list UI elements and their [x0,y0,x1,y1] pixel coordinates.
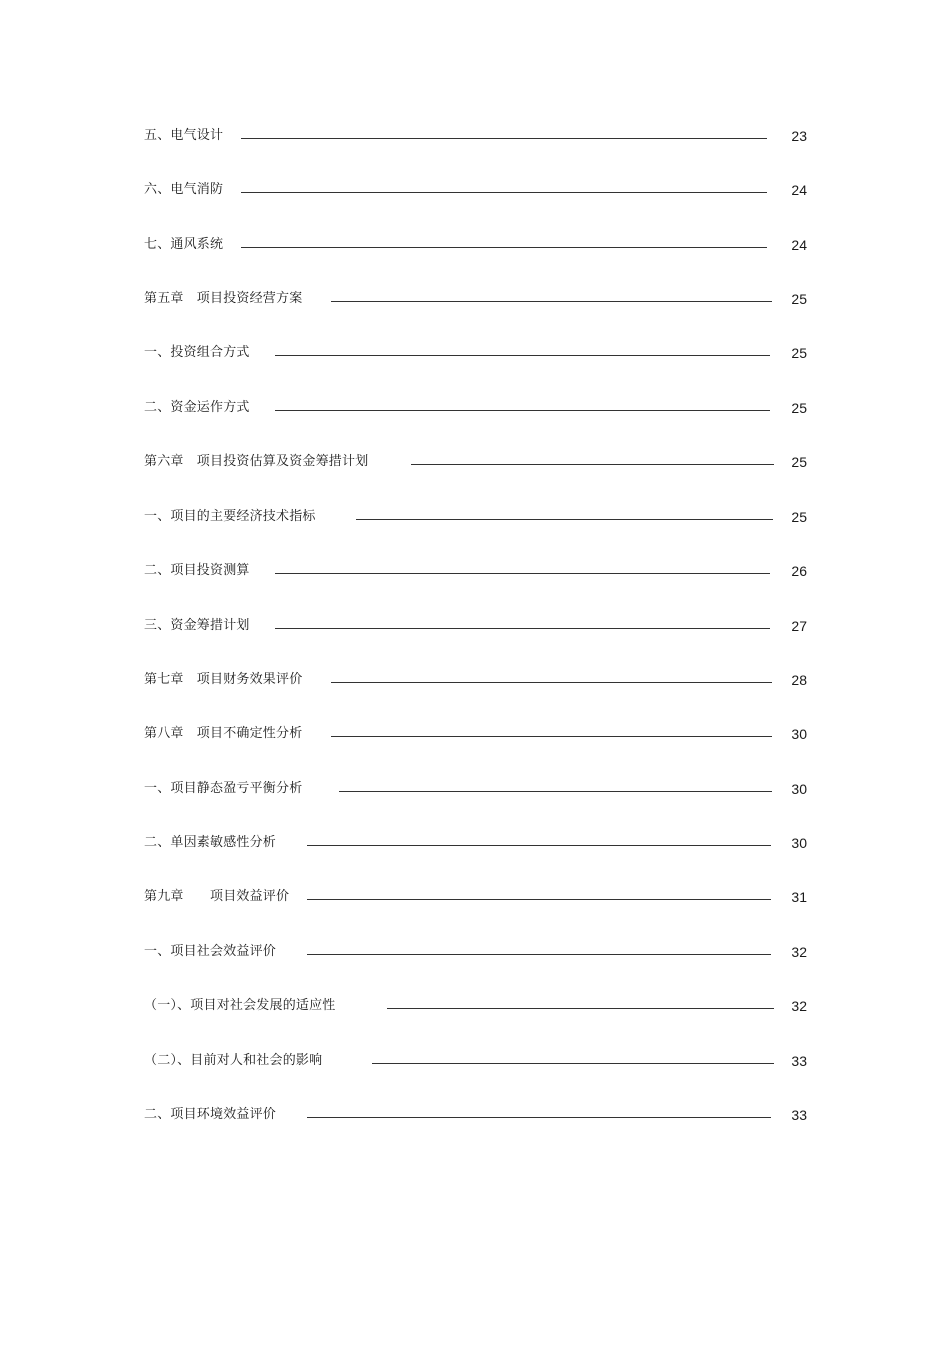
toc-entry[interactable] [144,995,807,1019]
toc-entry[interactable] [144,778,807,802]
toc-entry-page: 33 [791,1107,807,1123]
toc-entry-title: 五、电气设计 [144,128,224,143]
toc-entry-page: 28 [791,672,807,688]
toc-leader-line [331,736,772,737]
toc-entry-title: 二、项目投资测算 [144,563,250,578]
toc-entry-title: （一）、项目对社会发展的适应性 [144,998,336,1013]
toc-entry[interactable] [144,397,807,421]
toc-leader-line [331,682,772,683]
toc-entry[interactable] [144,615,807,639]
toc-leader-line [275,410,770,411]
toc-entry-page: 30 [791,726,807,742]
toc-entry-title: 一、项目静态盈亏平衡分析 [144,781,303,796]
toc-leader-line [307,899,771,900]
toc-entry-title: 二、资金运作方式 [144,400,250,415]
toc-leader-line [241,192,767,193]
toc-entry-title: 一、投资组合方式 [144,345,250,360]
toc-entry-page: 32 [791,998,807,1014]
toc-leader-line [307,954,771,955]
toc-entry[interactable] [144,832,807,856]
toc-entry-title: 第八章 项目不确定性分析 [144,726,303,741]
toc-entry[interactable] [144,1050,807,1074]
toc-entry-title: 三、资金筹措计划 [144,618,250,633]
toc-leader-line [275,573,770,574]
toc-entry-page: 24 [791,237,807,253]
toc-entry[interactable] [144,234,807,258]
toc-entry[interactable] [144,723,807,747]
toc-entry-page: 32 [791,944,807,960]
toc-leader-line [356,519,773,520]
toc-leader-line [241,247,767,248]
toc-entry-title: 第九章 项目效益评价 [144,889,290,904]
toc-entry-title: 一、项目社会效益评价 [144,944,277,959]
toc-entry[interactable] [144,451,807,475]
toc-entry[interactable] [144,506,807,530]
toc-entry-page: 24 [791,182,807,198]
toc-entry-title: 第七章 项目财务效果评价 [144,672,303,687]
toc-entry[interactable] [144,560,807,584]
toc-entry-title: （二）、目前对人和社会的影响 [144,1053,323,1068]
toc-entry-page: 30 [791,781,807,797]
toc-entry[interactable] [144,886,807,910]
toc-entry-title: 七、通风系统 [144,237,224,252]
toc-entry-page: 23 [791,128,807,144]
toc-entry-title: 二、项目环境效益评价 [144,1107,277,1122]
toc-entry[interactable] [144,342,807,366]
toc-entry-page: 25 [791,345,807,361]
toc-entry-title: 第六章 项目投资估算及资金筹措计划 [144,454,369,469]
toc-leader-line [387,1008,774,1009]
toc-leader-line [307,845,771,846]
toc-leader-line [372,1063,774,1064]
toc-entry-title: 一、项目的主要经济技术指标 [144,509,316,524]
toc-entry-page: 25 [791,400,807,416]
toc-entry-title: 第五章 项目投资经营方案 [144,291,303,306]
toc-entry-title: 二、单因素敏感性分析 [144,835,277,850]
toc-entry-title: 六、电气消防 [144,182,224,197]
toc-leader-line [307,1117,771,1118]
toc-entry[interactable] [144,941,807,965]
toc-entry-page: 30 [791,835,807,851]
toc-leader-line [275,355,770,356]
toc-entry-page: 25 [791,509,807,525]
toc-entry[interactable] [144,288,807,312]
toc-entry-page: 31 [791,889,807,905]
toc-entry[interactable] [144,179,807,203]
toc-leader-line [241,138,767,139]
toc-leader-line [339,791,772,792]
toc-leader-line [275,628,770,629]
toc-entry[interactable] [144,125,807,149]
toc-leader-line [411,464,774,465]
toc-entry-page: 25 [791,291,807,307]
toc-leader-line [331,301,772,302]
toc-entry[interactable] [144,669,807,693]
toc-entry-page: 33 [791,1053,807,1069]
toc-entry-page: 27 [791,618,807,634]
toc-entry-page: 25 [791,454,807,470]
toc-entry-page: 26 [791,563,807,579]
toc-entry[interactable] [144,1104,807,1128]
